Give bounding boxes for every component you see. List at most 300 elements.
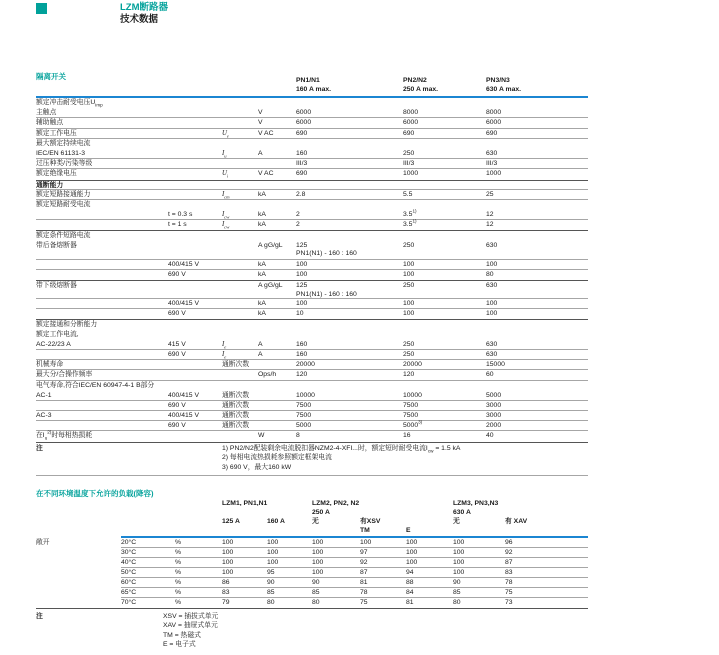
value-pn2: 1000 [403,170,419,178]
table-row [36,578,588,588]
value-pn1 [296,181,403,189]
value-pn2: 8000 [403,109,419,117]
column-header: PN2/N2 250 A max. [403,77,439,93]
row-cells [121,558,588,568]
row-label [36,220,168,230]
page-title: LZM断路器 [120,2,169,13]
row-sublabel [168,149,222,158]
row-sublabel [168,431,222,441]
sub-column-header: TM [360,527,370,534]
table-row [36,548,588,558]
table-row [36,220,588,230]
value-cell: 100 [267,559,279,566]
row-sublabel [168,381,222,391]
row-label: 额定接通和分断能力 [36,321,98,329]
value-pn3: 100 [486,310,498,318]
row-sublabel: t = 1 s [168,221,187,229]
row-sublabel: t = 0.3 s [168,211,193,219]
row-label: 带后备熔断器 [36,241,77,249]
value-pn2: 20000 [403,361,422,369]
row-label [36,421,168,430]
unit-cell [258,98,296,108]
value-pn3: 12 [486,221,494,229]
table-row [36,588,588,598]
temperature-cell: 30°C [121,549,137,556]
symbol-cell [222,330,258,340]
table-row [36,108,588,118]
value-pn2: 5.5 [403,190,413,198]
symbol-cell: $U_e$ [222,129,229,138]
symbol-cell [222,139,258,149]
mounting-label [36,588,121,598]
value-pn3 [486,181,588,189]
value-cell: 80 [312,599,320,606]
row-label [36,270,168,280]
row-sublabel [168,200,222,210]
value-pn2: 250 [403,350,415,358]
value-pn3: 40 [486,432,494,440]
sub-column-header: 125 A [222,518,240,525]
symbol-cell [222,231,258,240]
value-pn1: 100 [296,300,308,307]
value-pn3: 630 [486,282,498,289]
value-pn2: 100 [403,270,415,278]
mounting-label [36,568,121,578]
value-pn1 [296,381,403,391]
value-pn1: 2 [296,211,300,219]
row-sublabel [168,181,222,189]
symbol-cell [222,270,258,280]
unit-cell: W [258,432,265,440]
value-pn1: 2.8 [296,190,306,198]
value-pn2: 3.5$^{1)}$ [403,218,417,229]
sub-column-header: 有XSV [360,518,381,525]
row-label: AC-1 [36,391,52,399]
value-pn1 [296,330,403,340]
legend-line: XSV = 插拔式单元 [163,613,219,620]
note-label: 注 [36,444,43,452]
spec-table-body [36,98,588,442]
row-label: 主触点 [36,109,57,117]
table-row [36,139,588,149]
value-cell: 92 [360,559,368,566]
row-sublabel [168,370,222,379]
value-cell: 79 [222,599,230,606]
legend-line: TM = 热磁式 [163,631,201,639]
unit-cell [258,330,296,340]
unit-cell [258,181,296,189]
value-pn2: 250 [403,340,415,348]
table-row [36,280,588,299]
group-header: LZM1, PN1,N1 [222,500,268,507]
value-pn1: 120 [296,371,308,379]
row-label: 额定工作电压 [36,129,77,137]
row-sublabel: 400/415 V [168,391,199,399]
unit-cell: % [175,539,182,546]
unit-cell: Ops/h [258,371,277,379]
value-pn3: 6000 [486,119,502,127]
row-label: 额定工作电流, [36,330,79,338]
symbol-cell [222,282,258,298]
row-label [36,210,168,219]
table-row [36,401,588,411]
row-label [36,299,168,308]
sub-column-header: 无 [453,518,460,525]
value-cell: 96 [505,539,513,546]
value-cell: 100 [267,549,279,556]
value-pn1 [296,200,403,210]
row-label [36,350,168,359]
row-label [36,260,168,269]
value-pn1: 8 [296,432,300,440]
value-cell: 92 [505,549,513,556]
value-pn1: 10000 [296,391,315,399]
value-pn2 [403,231,486,240]
temperature-cell: 60°C [121,579,137,586]
value-cell: 85 [312,589,320,596]
symbol-cell [222,108,258,117]
value-cell: 87 [360,569,368,576]
table-row [36,598,588,608]
row-sublabel [168,231,222,240]
unit-cell: kA [258,260,266,268]
row-sublabel [168,129,222,138]
unit-cell: A [258,149,263,157]
value-pn2: 100 [403,310,415,318]
value-pn1: 160 [296,350,308,358]
table-row [36,350,588,360]
unit-cell: % [175,599,182,606]
value-pn1: 100 [296,270,308,278]
value-cell: 100 [222,539,234,546]
table-row [36,129,588,139]
temperature-cell: 50°C [121,569,137,576]
note-line: 3) 690 V，最大160 kW [222,463,292,471]
unit-cell: 通断次数 [222,412,250,420]
page-corner-marker [36,3,47,14]
value-pn2 [403,381,486,391]
value-cell: 100 [360,539,372,546]
section-title-isolator: 隔离开关 [36,72,66,81]
table-row [36,370,588,380]
row-cells [121,578,588,588]
row-label [36,309,168,319]
row-cells [121,598,588,608]
unit-cell: % [175,569,182,576]
unit-cell: A [258,340,263,348]
table-row [36,149,588,159]
unit-cell: V [258,119,263,127]
value-pn3: 60 [486,371,494,379]
table-row [36,270,588,280]
column-header: PN1/N1 160 A max. [296,77,332,93]
symbol-cell: $I_u$ [222,149,227,159]
value-pn3: 25 [486,190,494,198]
table-row [36,431,588,441]
unit-cell: kA [258,190,266,198]
row-sublabel [168,98,222,108]
row-label: 额定条件短路电流 [36,232,91,240]
unit-cell: A gG/gL [258,282,283,289]
value-pn2: 3.5$^{1)}$ [403,208,417,219]
value-pn3: 80 [486,270,494,278]
symbol-cell [222,309,258,319]
row-sublabel: 690 V [168,401,186,409]
value-cell: 100 [453,539,465,546]
value-cell: 78 [505,579,513,586]
derating-table-notes [36,609,588,650]
note-line: 1) PN2/N2配装剩余电流脱扣器NZM2-4-XFI...时，额定短时耐受电流$I_{cw} = 1.5$ kA [222,444,461,453]
value-pn2 [403,98,486,108]
table-row [36,169,588,179]
table-row [36,421,588,431]
derating-table-header [36,499,588,536]
value-pn1: 7500 [296,401,312,409]
value-pn1 [296,320,403,329]
note-line: 2) 每相电流热损耗参照额定框架电流 [222,454,332,462]
value-pn2: 6000 [403,119,419,127]
value-pn3: 3000 [486,401,502,409]
sub-column-header: 无 [312,518,319,525]
group-header: LZM2, PN2, N2 250 A [312,500,360,516]
unit-cell: V [258,109,263,117]
value-cell: 100 [222,569,234,576]
row-sublabel [168,169,222,179]
row-label: 电气寿命,符合IEC/EN 60947-4-1 B部分 [36,381,155,389]
value-pn2: 7500 [403,401,419,409]
page-subtitle: 技术数据 [120,14,159,25]
temperature-cell: 40°C [121,559,137,566]
value-pn2: 16 [403,432,411,440]
value-pn1: 2 [296,221,300,229]
row-cells [121,568,588,578]
unit-cell: % [175,559,182,566]
row-label: 辅助触点 [36,119,64,127]
value-pn3: 100 [486,260,498,268]
value-pn1: 5000 [296,422,312,430]
value-pn3: 630 [486,149,498,157]
value-cell: 100 [312,549,324,556]
row-sublabel [168,242,222,259]
table-row [36,309,588,319]
value-cell: 84 [406,589,414,596]
value-pn3 [486,200,588,210]
symbol-cell [222,370,258,379]
temperature-cell: 65°C [121,589,137,596]
row-sublabel [168,330,222,340]
row-label: 最大额定持续电流 [36,139,91,147]
value-pn1: 10 [296,310,304,318]
symbol-cell [222,98,258,108]
table-row [36,330,588,340]
value-pn1: 6000 [296,119,312,127]
row-label: 带下级熔断器 [36,282,77,289]
spec-table [36,72,588,476]
value-pn3: 3000 [486,412,502,420]
value-cell: 75 [505,589,513,596]
row-label: 最大分/合操作频率 [36,371,93,379]
temperature-cell: 70°C [121,599,137,606]
document-title [120,2,168,26]
value-cell: 97 [360,549,368,556]
value-cell: 73 [505,599,513,606]
value-pn2 [403,320,486,329]
spec-table-header [36,72,588,96]
value-cell: 95 [267,569,275,576]
row-label: 机械寿命 [36,361,64,369]
row-label: 额定短路耐受电流 [36,200,91,208]
value-pn1: III/3 [296,160,308,168]
value-cell: 81 [360,579,368,586]
value-cell: 100 [453,549,465,556]
sub-column-header: 有 XAV [505,518,528,525]
table-row [36,210,588,220]
unit-cell: 通断次数 [222,361,250,369]
value-pn1 [296,139,403,149]
value-cell: 86 [222,579,230,586]
value-cell: 90 [267,579,275,586]
derating-table [36,489,588,650]
row-cells [121,538,588,548]
row-label: 额定绝缘电压 [36,170,77,178]
unit-cell: A [258,350,263,358]
row-sublabel [168,282,222,298]
unit-cell [258,200,296,210]
value-cell: 90 [312,579,320,586]
symbol-cell: $I_{cw}$ [222,221,230,230]
value-cell: 78 [360,589,368,596]
row-sublabel: 690 V [168,270,186,278]
value-pn1: 690 [296,129,308,137]
value-cell: 90 [453,579,461,586]
unit-cell [258,320,296,329]
value-pn2 [403,139,486,149]
value-cell: 100 [453,569,465,576]
row-label: IEC/EN 61131-3 [36,149,85,157]
value-pn1: 20000 [296,361,315,369]
value-pn2: 7500 [403,412,419,420]
unit-cell: kA [258,221,266,229]
value-cell: 80 [267,599,275,606]
row-label [36,401,168,410]
unit-cell: A gG/gL [258,241,283,249]
value-pn3 [486,330,588,340]
value-pn1 [296,231,403,240]
unit-cell: 通断次数 [222,422,250,430]
table-row [36,360,588,370]
row-sublabel [168,190,222,199]
value-cell: 100 [406,559,418,566]
table-row [36,381,588,391]
sub-column-header: 160 A [267,518,285,525]
legend-lines [163,612,218,650]
row-cells [121,588,588,598]
value-pn1: 160 [296,149,308,157]
value-pn3: 630 [486,350,498,358]
derating-table-body [36,538,588,608]
unit-cell: % [175,549,182,556]
row-sublabel [168,118,222,127]
value-pn2: 100 [403,300,415,307]
value-pn2: 100 [403,260,415,268]
value-pn3: 690 [486,129,498,137]
spec-table-notes [36,442,588,477]
value-cell: 100 [222,559,234,566]
unit-cell: 通断次数 [222,401,250,409]
row-cells [121,548,588,558]
value-pn3: 12 [486,211,494,219]
value-pn3: 630 [486,340,498,348]
value-cell: 75 [360,599,368,606]
value-pn3 [486,231,588,240]
value-pn2: 250 [403,241,415,249]
value-pn1: 160 [296,340,308,348]
value-pn1: 125 PN1(N1) - 160 : 160 [296,282,357,298]
row-sublabel [168,360,222,369]
symbol-cell: $I_{cm}$ [222,190,230,200]
value-cell: 85 [267,589,275,596]
value-cell: 100 [453,559,465,566]
legend-line: XAV = 抽屉式单元 [163,622,218,630]
symbol-cell: $U_i$ [222,170,229,179]
value-pn3 [486,320,588,329]
value-cell: 100 [406,549,418,556]
value-pn3: 8000 [486,109,502,117]
row-label: 额定短路接通能力 [36,190,91,198]
section-title-derating: 在不同环境温度下允许的负载(降容) [36,489,154,498]
table-row [36,190,588,200]
row-label: 在$I_u^{2)}$时每相热损耗 [36,430,93,441]
row-sublabel: 690 V [168,350,186,358]
table-row [36,200,588,210]
note-lines [222,444,460,473]
table-row [36,319,588,329]
row-sublabel: 415 V [168,340,186,348]
table-row [36,241,588,260]
value-pn3: 630 [486,241,498,249]
value-pn2 [403,330,486,340]
table-row [36,230,588,240]
unit-cell: kA [258,211,266,219]
temperature-cell: 20°C [121,539,137,546]
note-label: 注 [36,613,43,620]
value-cell: 100 [406,539,418,546]
value-pn3: III/3 [486,160,498,168]
row-label: 过压种类/污染等级 [36,160,93,168]
value-cell: 100 [312,539,324,546]
value-pn1: 690 [296,170,308,178]
value-cell: 81 [406,599,414,606]
value-pn3: 15000 [486,361,505,369]
table-row [36,299,588,309]
symbol-cell [222,320,258,329]
group-header: LZM3, PN3,N3 630 A [453,500,499,516]
unit-cell: V AC [258,129,274,137]
symbol-cell [222,381,258,391]
mounting-label: 敞开 [36,539,50,546]
value-pn3: 1000 [486,170,502,178]
symbol-cell [222,159,258,168]
table-row [36,391,588,401]
row-sublabel: 690 V [168,422,186,430]
table-row [36,118,588,128]
value-cell: 87 [505,559,513,566]
table-row [36,260,588,270]
symbol-cell: $I_e$ [222,350,227,360]
symbol-cell [222,431,258,441]
table-row [36,568,588,578]
table-row [36,159,588,169]
